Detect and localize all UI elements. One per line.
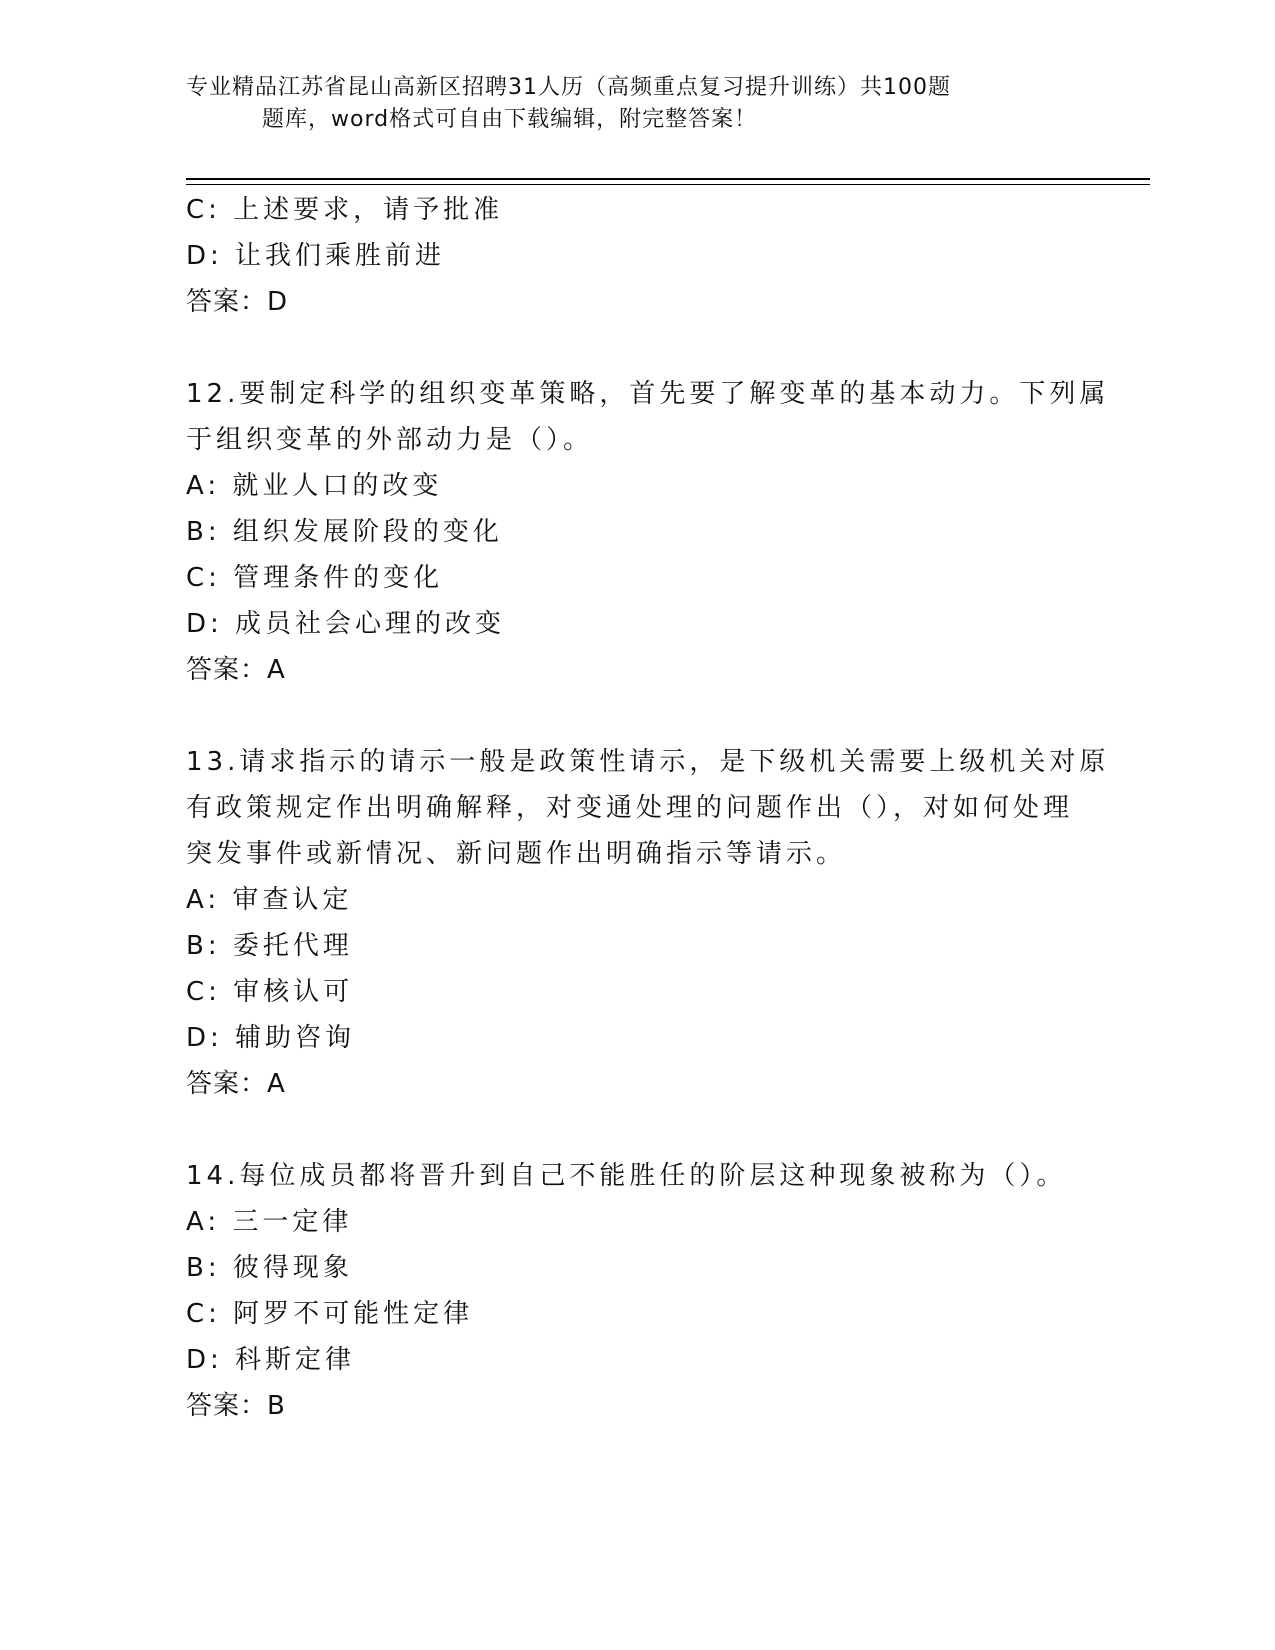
- option-a: A: 审查认定: [186, 885, 353, 915]
- header-divider-thick: [186, 178, 1150, 180]
- question-text: 有政策规定作出明确解释，对变通处理的问题作出（），对如何处理: [186, 793, 1074, 823]
- option-b: B: 委托代理: [186, 931, 353, 961]
- spacer: [186, 325, 1086, 371]
- question-text: 12.要制定科学的组织变革策略，首先要了解变革的基本动力。下列属: [186, 379, 1110, 409]
- option-c: C: 阿罗不可能性定律: [186, 1299, 474, 1329]
- question-text: 14.每位成员都将晋升到自己不能胜任的阶层这种现象被称为（）。: [186, 1161, 1067, 1191]
- option-d: D: 辅助咨询: [186, 1023, 356, 1053]
- option-d: D: 科斯定律: [186, 1345, 356, 1375]
- header-title-line-2: 题库，word格式可自由下载编辑，附完整答案！: [262, 107, 758, 132]
- answer: 答案：D: [186, 287, 289, 317]
- option-d: D: 成员社会心理的改变: [186, 609, 506, 639]
- question-list: [186, 187, 1110, 1429]
- document-header: [186, 72, 1066, 136]
- option-c: C: 上述要求，请予批准: [186, 195, 504, 225]
- option-c: C: 审核认可: [186, 977, 354, 1007]
- spacer: [186, 1107, 1086, 1153]
- option-a: A: 就业人口的改变: [186, 471, 443, 501]
- question-text: 13.请求指示的请示一般是政策性请示，是下级机关需要上级机关对原: [186, 747, 1110, 777]
- question-text: 于组织变革的外部动力是（）。: [186, 425, 594, 455]
- question-text: 突发事件或新情况、新问题作出明确指示等请示。: [186, 839, 847, 869]
- header-title-line-1: 专业精品江苏省昆山高新区招聘31人历（高频重点复习提升训练）共100题: [186, 75, 951, 100]
- question-13: [186, 739, 1110, 1107]
- answer: 答案：B: [186, 1391, 286, 1421]
- answer: 答案：A: [186, 655, 286, 685]
- option-a: A: 三一定律: [186, 1207, 353, 1237]
- question-12: [186, 371, 1110, 693]
- option-c: C: 管理条件的变化: [186, 563, 444, 593]
- option-b: B: 彼得现象: [186, 1253, 353, 1283]
- header-divider-thin: [186, 184, 1150, 185]
- question-11-tail: [186, 187, 1086, 325]
- answer: 答案：A: [186, 1069, 286, 1099]
- option-d: D: 让我们乘胜前进: [186, 241, 446, 271]
- spacer: [186, 693, 1086, 739]
- option-b: B: 组织发展阶段的变化: [186, 517, 503, 547]
- question-14: [186, 1153, 1086, 1429]
